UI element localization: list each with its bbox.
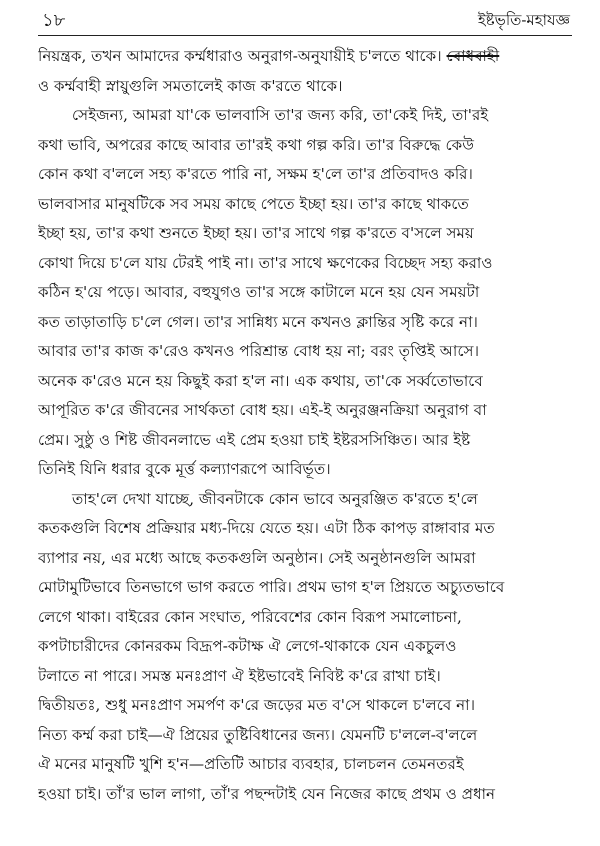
running-title: ইষ্টভৃতি-মহাযজ্ঞ <box>477 10 570 29</box>
paragraph-2 <box>38 101 578 485</box>
text-line: সেইজন্য, আমরা যা'কে ভালবাসি তা'র জন্য করি, তা'কেই দিই, তা'রই <box>72 106 489 124</box>
text-line: তিনিই যিনি ধরার বুকে মূর্ত্ত কল্যাণরূপে আবির্ভূত। <box>38 460 331 478</box>
page-number: ১৮ <box>42 9 66 31</box>
paragraph-1 <box>38 42 578 101</box>
text-line: অনেক ক'রেও মনে হয় কিছুই করা হ'ল না। এক কথায়, তা'কে সর্ব্বতোভাবে <box>38 371 483 390</box>
text-line: প্রেম। সুষ্ঠু ও শিষ্ট জীবনলাভে এই প্রেম হওয়া চাই ইষ্টরসসিঞ্চিত। আর ইষ্ট <box>38 430 471 449</box>
text-line: কতকগুলি বিশেষ প্রক্রিয়ার মধ্য-দিয়ে যেতে হয়। এটা ঠিক কাপড় রাঙ্গাবার মত <box>38 519 495 537</box>
text-line: আবার তা'র কাজ ক'রেও কখনও পরিশ্রান্ত বোধ হয় না; বরং তৃপ্তিই আসে। <box>38 342 480 360</box>
text-line: হওয়া চাই। তাঁ'র ভাল লাগা, তাঁ'র পছন্দটাই যেন নিজের কাছে প্রথম ও প্রধান <box>38 784 496 803</box>
line-text: নিয়ন্ত্রক, তখন আমাদের কর্ম্মধারাও অনুরাগ-অনুযায়ীই চ'লতে থাকে। <box>38 47 447 65</box>
text-line: কত তাড়াতাড়ি চ'লে গেল। তা'র সান্নিধ্য মনে কখনও ক্লান্তির সৃষ্টি করে না। <box>38 312 478 331</box>
text-line: দ্বিতীয়তঃ, শুধু মনঃপ্রাণ সমর্পণ ক'রে জড়ের মত ব'সে থাকলে চ'লবে না। <box>38 696 476 714</box>
text-line: ভালবাসার মানুষটিকে সব সময় কাছে পেতে ইচ্ছা হয়। তা'র কাছে থাকতে <box>38 194 469 213</box>
text-line: টলাতে না পারে। সমস্ত মনঃপ্রাণ ঐ ইষ্টভাবেই নিবিষ্ট ক'রে রাখা চাই। <box>38 666 441 685</box>
text-line: ইচ্ছা হয়, তা'র কথা শুনতে ইচ্ছা হয়। তা'র সাথে গল্প ক'রতে ব'সলে সময় <box>38 224 474 242</box>
text-line: নিত্য কর্ম্ম করা চাই—ঐ প্রিয়ের তুষ্টিবিধানের জন্য। যেমনটি চ'ললে-ব'ললে <box>38 725 478 744</box>
text-line: ঐ মনের মানুষটি খুশি হ'ন—প্রতিটি আচার ব্যবহার, চালচলন তেমনতরই <box>38 755 464 773</box>
text-line: কপটাচারীদের কোনরকম বিদ্রূপ-কটাক্ষ ঐ লেগে-থাকাকে যেন একচুলও <box>38 637 457 655</box>
text-line <box>38 42 578 72</box>
text-line: তাহ'লে দেখা যাচ্ছে, জীবনটাকে কোন ভাবে অনুরঞ্জিত ক'রতে হ'লে <box>72 489 478 508</box>
running-header <box>42 10 570 32</box>
text-line: কোথা দিয়ে চ'লে যায় টেরই পাই না। তা'র সাথে ক্ষণেকের বিচ্ছেদ সহ্য করাও <box>38 253 493 272</box>
text-line: লেগে থাকা। বাইরের কোন সংঘাত, পরিবেশের কোন বিরূপ সমালোচনা, <box>38 607 462 626</box>
body-text <box>38 42 578 809</box>
text-line: কোন কথা ব'ললে সহ্য ক'রতে পারি না, সক্ষম হ'লে তা'র প্রতিবাদও করি। <box>38 165 473 183</box>
text-line: ও কর্ম্মবাহী স্নায়ুগুলি সমতালেই কাজ ক'রতে থাকে। <box>38 76 343 95</box>
struck-word: বোধবাহী <box>446 47 500 65</box>
text-line: আপূরিত ক'রে জীবনের সার্থকতা বোধ হয়। এই-ই অনুরঞ্জনক্রিয়া অনুরাগ বা <box>38 401 487 419</box>
text-line: কঠিন হ'য়ে পড়ে। আবার, বহুযুগও তা'র সঙ্গে কাটালে মনে হয় যেন সময়টা <box>38 283 480 301</box>
text-line: মোটামুটিভাবে তিনভাগে ভাগ করতে পারি। প্রথম ভাগ হ'ল প্রিয়তে অচ্যুতভাবে <box>38 578 505 596</box>
text-line: ব্যাপার নয়, এর মধ্যে আছে কতকগুলি অনুষ্ঠান। সেই অনুষ্ঠানগুলি আমরা <box>38 548 476 567</box>
paragraph-3 <box>38 485 578 810</box>
text-line: কথা ভাবি, অপরের কাছে আবার তা'রই কথা গল্প করি। তা'র বিরুদ্ধে কেউ <box>38 135 475 154</box>
header-rule <box>38 35 572 36</box>
